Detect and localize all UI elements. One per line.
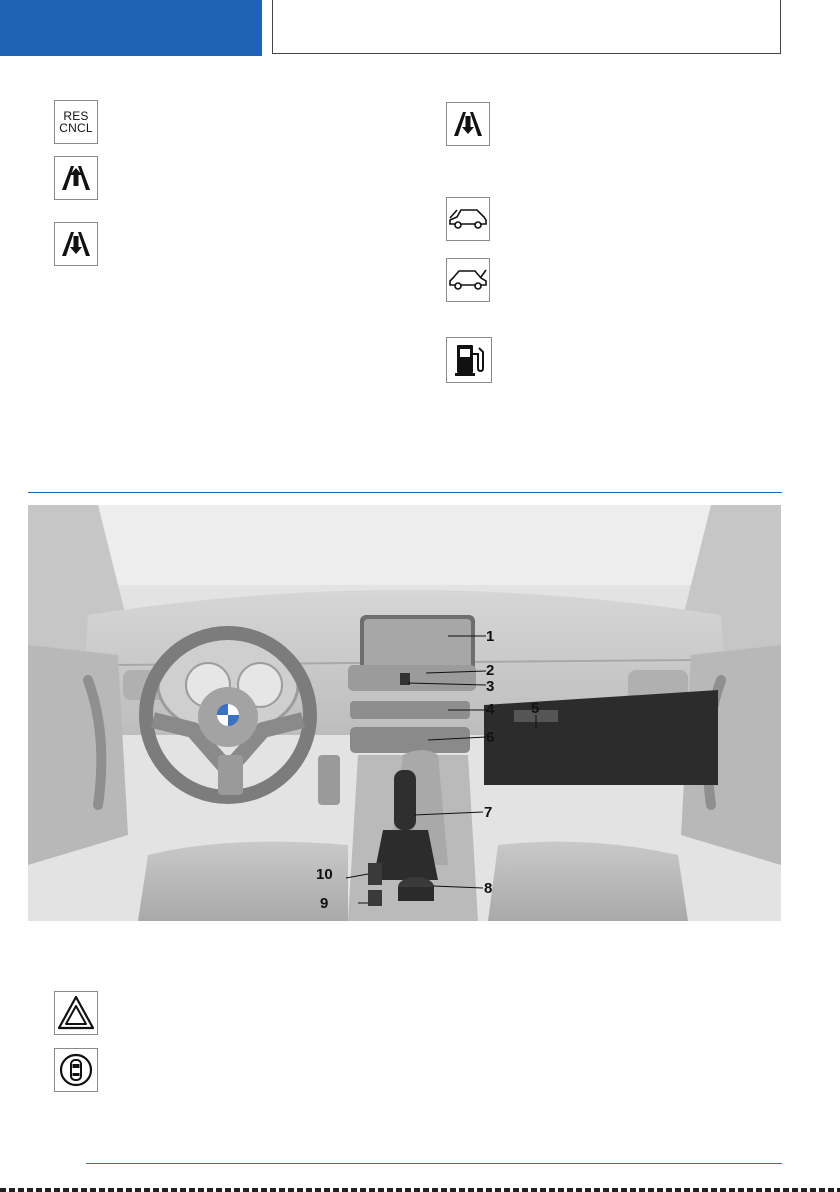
lane-speed-down-icon-right — [446, 102, 490, 146]
callout-4: 4 — [486, 701, 495, 718]
callout-2: 2 — [486, 662, 495, 679]
section-header-block — [0, 0, 262, 56]
callout-3: 3 — [486, 678, 495, 695]
page-bottom-edge — [0, 1188, 840, 1192]
lane-speed-down-icon — [54, 222, 98, 266]
callout-6: 6 — [486, 729, 495, 746]
car-hood-open-icon — [446, 197, 490, 241]
car-trunk-open-icon — [446, 258, 490, 302]
central-locking-icon — [54, 1048, 98, 1092]
callout-1: 1 — [486, 628, 495, 645]
res-cncl-icon — [54, 100, 98, 144]
res-label: RES — [63, 109, 89, 123]
footer-rule — [86, 1163, 782, 1164]
callout-7: 7 — [484, 804, 493, 821]
cncl-label: CNCL — [59, 121, 93, 135]
lane-speed-up-icon — [54, 156, 98, 200]
hazard-warning-icon — [54, 991, 98, 1035]
section-divider — [28, 492, 782, 493]
cockpit-illustration — [28, 505, 781, 921]
fuel-pump-icon — [446, 337, 492, 383]
callout-9: 9 — [320, 895, 329, 912]
callout-8: 8 — [484, 880, 493, 897]
section-title-box — [272, 0, 781, 54]
callout-5: 5 — [531, 700, 540, 717]
callout-10: 10 — [316, 866, 333, 883]
